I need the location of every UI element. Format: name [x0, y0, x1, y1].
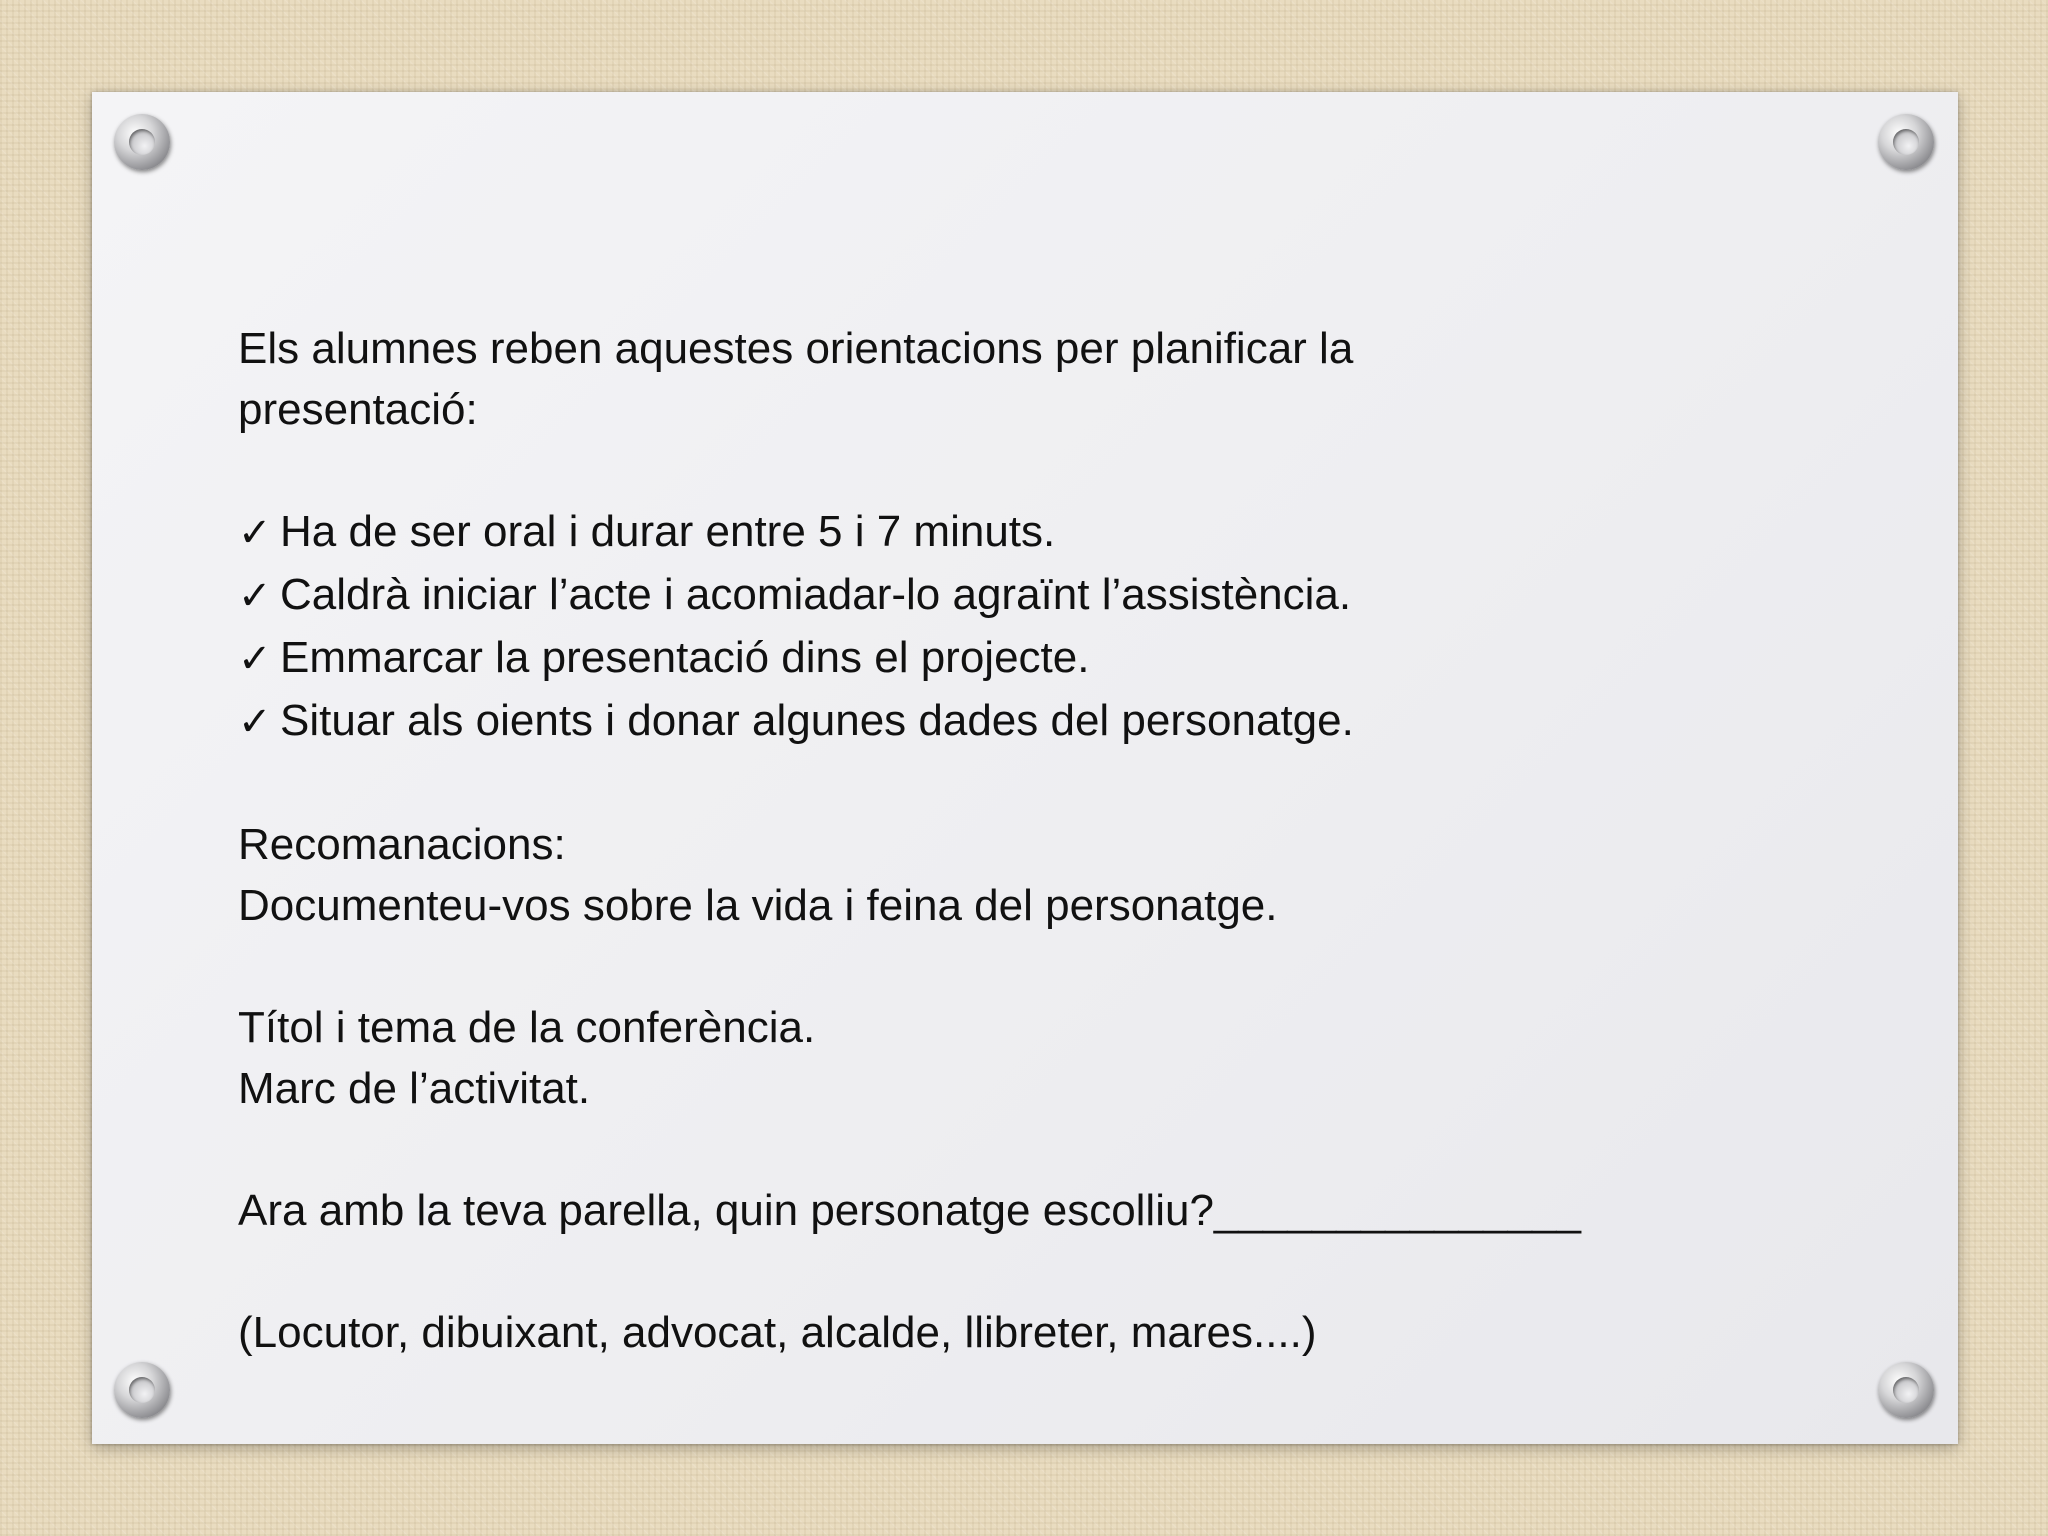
spacer [238, 1241, 1798, 1302]
grommet-icon-top-left [114, 114, 170, 170]
checklist-item [238, 690, 1798, 753]
checklist-item [238, 627, 1798, 690]
spacer [238, 753, 1798, 814]
grommet-icon-bottom-left [114, 1362, 170, 1418]
checklist-item [238, 564, 1798, 627]
checklist-item-text: Caldrà iniciar l’acte i acomiadar-lo agraïnt l’assistència. [280, 570, 1352, 619]
check-icon: ✓ [238, 573, 272, 619]
slide-content [238, 318, 1798, 1363]
activity-frame-text: Marc de l’activitat. [238, 1064, 591, 1113]
question-text: Ara amb la teva parella, quin personatge escolliu?_______________ [238, 1186, 1581, 1235]
checklist-item-text: Situar als oients i donar algunes dades del personatge. [280, 696, 1354, 745]
grommet-icon-bottom-right [1878, 1362, 1934, 1418]
spacer [238, 936, 1798, 997]
checklist-item-text: Emmarcar la presentació dins el projecte. [280, 633, 1090, 682]
check-icon: ✓ [238, 699, 272, 745]
recommendations-heading: Recomanacions: [238, 820, 566, 869]
examples-text: (Locutor, dibuixant, advocat, alcalde, llibreter, mares....) [238, 1308, 1317, 1357]
intro-text-line-2: presentació: [238, 385, 478, 434]
intro-text-line-1: Els alumnes reben aquestes orientacions per planificar la [238, 324, 1354, 373]
spacer [238, 1119, 1798, 1180]
grommet-icon-top-right [1878, 114, 1934, 170]
checklist-item-text: Ha de ser oral i durar entre 5 i 7 minuts. [280, 507, 1056, 556]
checklist-item [238, 501, 1798, 564]
title-theme-text: Títol i tema de la conferència. [238, 1003, 816, 1052]
recommendation-text: Documenteu-vos sobre la vida i feina del personatge. [238, 881, 1278, 930]
spacer [238, 440, 1798, 501]
check-icon: ✓ [238, 636, 272, 682]
check-icon: ✓ [238, 510, 272, 556]
